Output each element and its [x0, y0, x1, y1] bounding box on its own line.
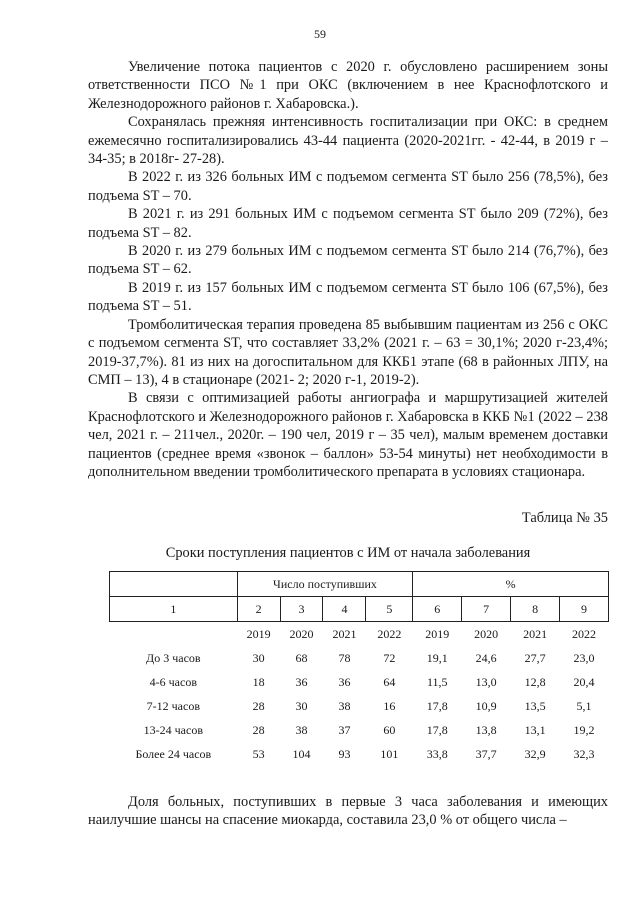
- table-cell: 93: [338, 746, 351, 761]
- table-cell: 104: [292, 746, 311, 761]
- row-label: До 3 часов: [146, 650, 201, 665]
- paragraph: В 2019 г. из 157 больных ИМ с подъемом сегмента ST было 106 (67,5%), без подъема ST – 51.: [88, 279, 608, 315]
- table-cell: 32,3: [573, 746, 595, 761]
- table-cell: 11,5: [426, 674, 448, 689]
- table-cell: 30: [252, 650, 265, 665]
- table-label: Таблица № 35: [521, 510, 608, 526]
- table-cell: 37,7: [475, 746, 497, 761]
- table-cell: 32,9: [524, 746, 546, 761]
- table-cell: 13,0: [475, 674, 497, 689]
- table-cell: 33,8: [426, 746, 448, 761]
- table-cell: 37: [338, 722, 351, 737]
- table-cell: 12,8: [524, 674, 546, 689]
- paragraph: В связи с оптимизацией работы ангиографа и маршрутизацией жителей Краснофлотского и Железнодорожного районов г. Хабаровска в ККБ №1 (2022 – 238 чел, 2021 г. – 211чел., 2020г. – 190 чел, 2019 г – 35 чел), малым временем доставки пациентов (среднее время «звонок – баллон» 53-54 минуты) нет необходимости в дополнительном введении тромболитического препарата в условиях стационара.: [88, 390, 608, 480]
- year-cell: 2020: [289, 626, 314, 641]
- table-cell: 27,7: [524, 650, 546, 665]
- table-cell: 78: [338, 650, 351, 665]
- table-cell: 28: [252, 722, 265, 737]
- col-number: 5: [366, 597, 413, 622]
- table-cell: 10,9: [475, 698, 497, 713]
- row-label: 4-6 часов: [149, 674, 197, 689]
- col-number: 7: [462, 597, 511, 622]
- table-cell: 18: [252, 674, 265, 689]
- table-row: [110, 718, 609, 742]
- col-number: 8: [511, 597, 560, 622]
- paragraph: Увеличение потока пациентов с 2020 г. обусловлено расширением зоны ответственности ПСО №1 при ОКС (включением в нее Краснофлотского и Железнодорожного районов г. Хабаровска.).: [88, 59, 608, 112]
- table-cell: 28: [252, 698, 265, 713]
- table-cell: 5,1: [576, 698, 592, 713]
- table-cell: 36: [338, 674, 351, 689]
- table-cell: 38: [338, 698, 351, 713]
- table-cell: 23,0: [573, 650, 595, 665]
- col-number: 6: [413, 597, 462, 622]
- closing-text: [88, 793, 608, 830]
- table-cell: 20,4: [573, 674, 595, 689]
- table-cell: 13,8: [475, 722, 497, 737]
- col-number: 9: [560, 597, 609, 622]
- table-cell: 53: [252, 746, 265, 761]
- table-cell: 24,6: [475, 650, 497, 665]
- body-text: [88, 58, 608, 481]
- row-label: 7-12 часов: [146, 698, 200, 713]
- table-years-row: [110, 622, 609, 647]
- col-number: 3: [280, 597, 323, 622]
- table-cell: 68: [295, 650, 308, 665]
- group-header-count: Число поступивших: [237, 572, 413, 597]
- paragraph: В 2022 г. из 326 больных ИМ с подъемом сегмента ST было 256 (78,5%), без подъема ST – 70.: [88, 169, 608, 204]
- paragraph: Тромболитическая терапия проведена 85 выбывшим пациентам из 256 с ОКС с подъемом сегмента ST, что составляет 33,2% (2021 г. – 63 = 30,1%; 2020 г-23,4%; 2019-37,7%). 81 из них на догоспитальном для ККБ1 этапе (68 в районных ЛПУ, на СМП – 13), 4 в стационаре (2021- 2; 2020 г-1, 2019-2).: [88, 316, 608, 388]
- col-number: 4: [323, 597, 366, 622]
- year-cell: 2019: [246, 626, 271, 641]
- col-number: 1: [110, 597, 238, 622]
- table-cell: 19,2: [573, 722, 595, 737]
- table-cell: 38: [295, 722, 308, 737]
- year-cell: 2022: [572, 626, 597, 641]
- paragraph: Доля больных, поступивших в первые 3 часа заболевания и имеющих наилучшие шансы на спасение миокарда, составила 23,0 % от общего числа –: [88, 794, 608, 829]
- table-cell: 17,8: [426, 698, 448, 713]
- row-label: 13-24 часов: [143, 722, 203, 737]
- year-cell: 2022: [377, 626, 402, 641]
- year-cell: 2021: [523, 626, 548, 641]
- year-cell: 2019: [425, 626, 450, 641]
- table-cell: 36: [295, 674, 308, 689]
- table-cell: 17,8: [426, 722, 448, 737]
- table-cell: 30: [295, 698, 308, 713]
- year-cell: 2021: [332, 626, 357, 641]
- table-row: [110, 742, 609, 766]
- table-cell: 72: [383, 650, 396, 665]
- table-cell: 19,1: [426, 650, 448, 665]
- table-row: [110, 694, 609, 718]
- paragraph: Сохранялась прежняя интенсивность госпитализации при ОКС: в среднем ежемесячно госпитализировались 43-44 пациента (2020-2021гг. - 42-44, в 2019 г – 34-35; в 2018г- 27-28).: [88, 114, 608, 168]
- table-column-numbers-row: [110, 597, 609, 622]
- paragraph: В 2020 г. из 279 больных ИМ с подъемом сегмента ST было 214 (76,7%), без подъема ST – 62.: [88, 243, 608, 278]
- table-cell: 13,5: [524, 698, 546, 713]
- group-header-percent: %: [413, 572, 609, 597]
- table-cell: 64: [383, 674, 396, 689]
- table-group-header-row: [110, 572, 609, 597]
- row-label: Более 24 часов: [135, 746, 212, 761]
- table-cell: 101: [380, 746, 399, 761]
- paragraph: В 2021 г. из 291 больных ИМ с подъемом сегмента ST было 209 (72%), без подъема ST – 82.: [88, 206, 608, 241]
- page-number: 59: [314, 27, 326, 41]
- table-row: [110, 670, 609, 694]
- col-number: 2: [237, 597, 280, 622]
- data-table: [109, 571, 609, 766]
- table-corner-cell: [110, 572, 238, 597]
- table-title: Сроки поступления пациентов с ИМ от начала заболевания: [165, 545, 531, 561]
- table-cell: 60: [383, 722, 396, 737]
- table-cell: 16: [383, 698, 396, 713]
- table-row: [110, 646, 609, 670]
- year-cell: 2020: [474, 626, 499, 641]
- year-blank: [110, 622, 238, 647]
- table-cell: 13,1: [524, 722, 546, 737]
